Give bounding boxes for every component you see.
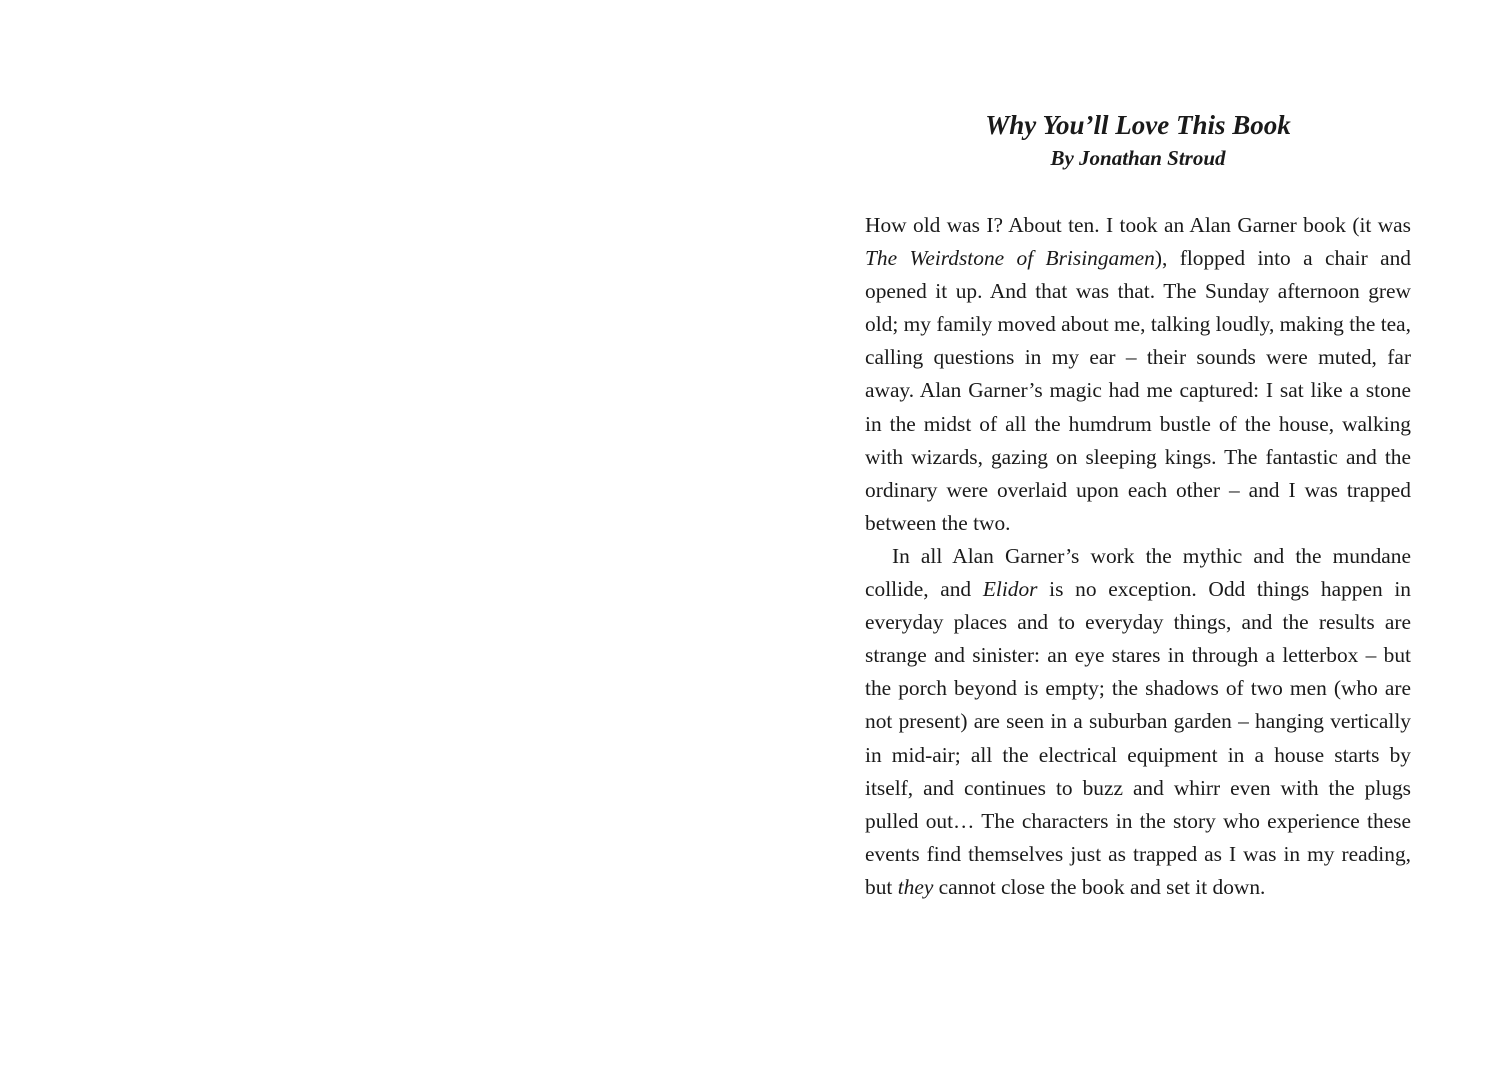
book-title-elidor: Elidor	[982, 577, 1038, 602]
byline: By Jonathan Stroud	[1050, 146, 1226, 170]
paragraph-1-part-c: ), flopped into a chair and opened it up. And that was that. The Sunday afternoon grew old; my family moved about me, talking loudly, making the tea, calling questions in my ear – their sounds were muted, far away. Alan Garner’s magic had me captured: I sat like a stone in the midst of all the humdrum bustle of the house, walking with wizards, gazing on sleeping kings. The fantastic and the ordinary were overlaid upon each other – and I was trapped between the two.	[865, 246, 1411, 535]
heading	[865, 108, 1411, 174]
paragraph-2	[865, 540, 1411, 904]
paragraph-1	[865, 209, 1411, 540]
paragraph-2-part-a: In all Alan Garner’s work the mythic and the mundane collide, and	[865, 543, 1411, 602]
book-title-weirdstone: The Weirdstone of Brisingamen	[865, 246, 1155, 271]
emphasis-they: they	[897, 874, 934, 899]
paragraph-2-part-c: is no exception. Odd things happen in everyday places and to everyday things, and the results are strange and sinister: an eye stares in through a letterbox – but the porch beyond is empty; the shadows of two men (who are not present) are seen in a suburban garden – hanging vertically in mid-air; all the electrical equipment in a house starts by itself, and continues to buzz and whirr even with the plugs pulled out… The characters in the story who experience these events find themselves just as trapped as I was in my reading, but	[865, 577, 1412, 899]
paragraph-1-part-a: How old was I? About ten. I took an Alan Garner book (it was	[865, 213, 1411, 237]
right-page	[865, 108, 1411, 904]
page-title: Why You’ll Love This Book	[985, 110, 1291, 140]
paragraph-2-part-e: cannot close the book and set it down.	[933, 874, 1266, 899]
body-text	[865, 209, 1411, 904]
